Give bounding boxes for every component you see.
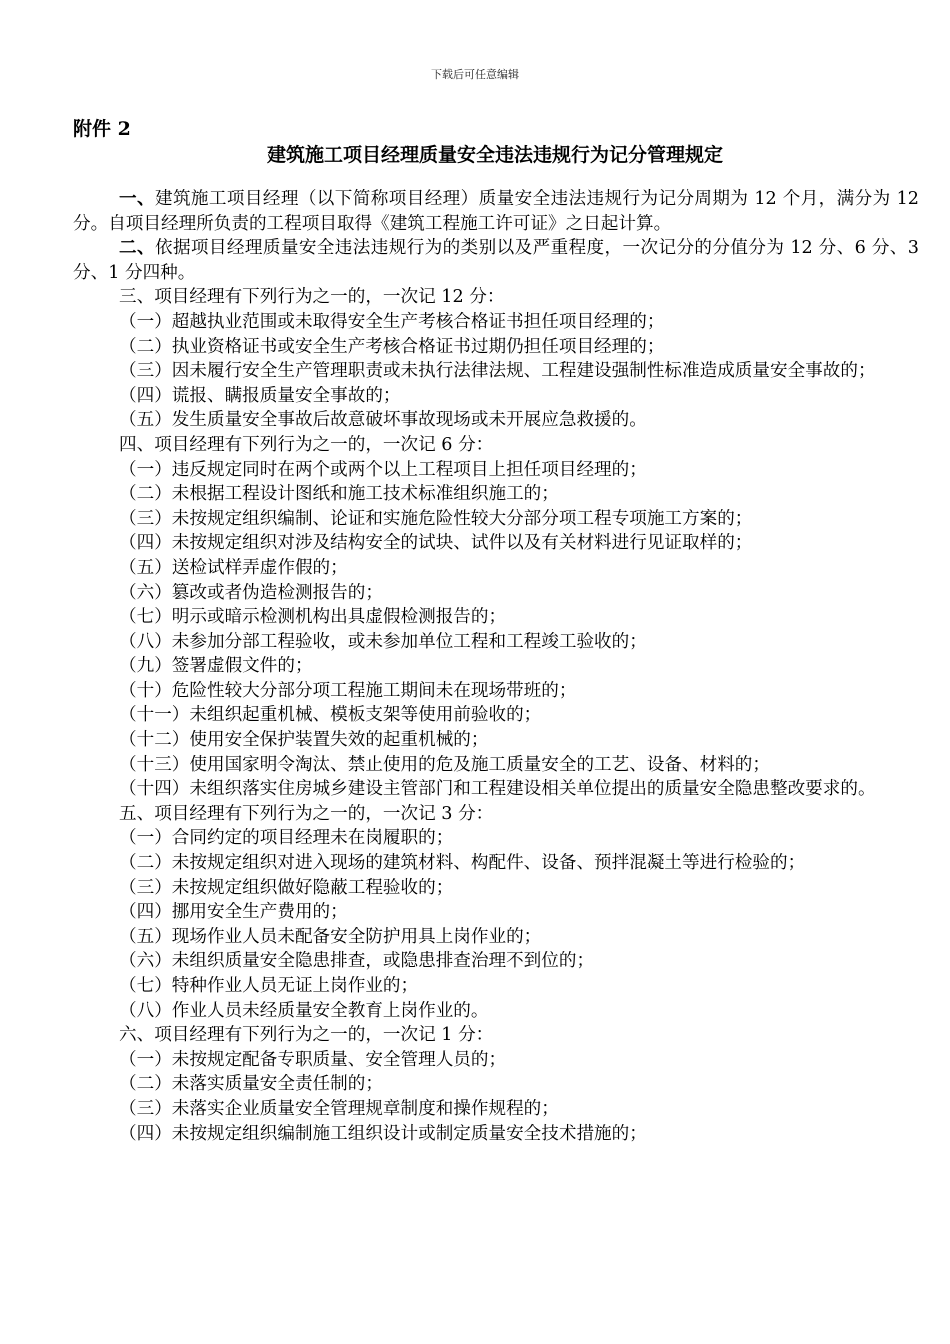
list-item: （二）未根据工程设计图纸和施工技术标准组织施工的； — [119, 484, 559, 505]
list-item: （十一）未组织起重机械、模板支架等使用前验收的； — [119, 705, 542, 726]
list-item: （九）签署虚假文件的； — [119, 656, 313, 677]
list-item: （五）发生质量安全事故后故意破坏事故现场或未开展应急救援的。 — [119, 410, 647, 431]
section-4 — [73, 433, 919, 802]
list-item: （一）超越执业范围或未取得安全生产考核合格证书担任项目经理的； — [119, 311, 665, 332]
list-item: （三）因未履行安全生产管理职责或未执行法律法规、工程建设强制性标准造成质量安全事故的； — [119, 361, 876, 382]
paragraph-2 — [73, 236, 919, 285]
list-item: （四）未按规定组织编制施工组织设计或制定质量安全技术措施的； — [119, 1123, 647, 1144]
paragraph-1-text: 建筑施工项目经理（以下简称项目经理）质量安全违法违规行为记分周期为 12 个月，满分为 12 分。自项目经理所负责的工程项目取得《建筑工程施工许可证》之日起计算。 — [73, 189, 919, 234]
list-item: （八）未参加分部工程验收，或未参加单位工程和工程竣工验收的； — [119, 631, 647, 652]
list-item: （三）未落实企业质量安全管理规章制度和操作规程的； — [119, 1098, 559, 1119]
list-item: （二）未按规定组织对进入现场的建筑材料、构配件、设备、预拌混凝土等进行检验的； — [119, 853, 806, 874]
list-item: （八）作业人员未经质量安全教育上岗作业的。 — [119, 1000, 489, 1021]
list-item: （六）篡改或者伪造检测报告的； — [119, 582, 383, 603]
list-item: （十四）未组织落实住房城乡建设主管部门和工程建设相关单位提出的质量安全隐患整改要求的。 — [119, 779, 876, 800]
header-note: 下载后可任意编辑 — [431, 68, 519, 81]
paragraph-2-lead: 二、 — [119, 237, 155, 259]
section-heading: 五、项目经理有下列行为之一的，一次记 3 分： — [119, 803, 494, 824]
list-item: （二）未落实质量安全责任制的； — [119, 1074, 383, 1095]
section-heading: 四、项目经理有下列行为之一的，一次记 6 分： — [119, 434, 494, 455]
list-item: （一）未按规定配备专职质量、安全管理人员的； — [119, 1049, 507, 1070]
list-item: （五）送检试样弄虚作假的； — [119, 557, 348, 578]
paragraph-1 — [73, 187, 919, 236]
list-item: （四）未按规定组织对涉及结构安全的试块、试件以及有关材料进行见证取样的； — [119, 533, 753, 554]
list-item: （七）特种作业人员无证上岗作业的； — [119, 976, 419, 996]
list-item: （三）未按规定组织做好隐蔽工程验收的； — [119, 877, 454, 898]
section-5 — [73, 802, 919, 1023]
list-item: （七）明示或暗示检测机构出具虚假检测报告的； — [119, 607, 507, 628]
paragraph-1-lead: 一、 — [119, 188, 155, 209]
section-6 — [73, 1023, 919, 1146]
list-item: （三）未按规定组织编制、论证和实施危险性较大分部分项工程专项施工方案的； — [119, 508, 753, 529]
list-item: （四）谎报、瞒报质量安全事故的； — [119, 385, 401, 406]
section-heading: 六、项目经理有下列行为之一的，一次记 1 分： — [119, 1025, 494, 1046]
list-item: （一）违反规定同时在两个或两个以上工程项目上担任项目经理的； — [119, 459, 647, 480]
list-item: （六）未组织质量安全隐患排查，或隐患排查治理不到位的； — [119, 951, 595, 972]
document-title: 建筑施工项目经理质量安全违法违规行为记分管理规定 — [266, 144, 723, 166]
list-item: （四）挪用安全生产费用的； — [119, 902, 348, 923]
paragraph-2-text: 依据项目经理质量安全违法违规行为的类别以及严重程度，一次记分的分值分为 12 分、6 分、3 分、1 分四种。 — [73, 238, 919, 283]
list-item: （二）执业资格证书或安全生产考核合格证书过期仍担任项目经理的； — [119, 336, 665, 357]
section-3 — [73, 285, 919, 433]
document-body — [73, 187, 919, 1146]
section-heading: 三、项目经理有下列行为之一的，一次记 12 分： — [119, 287, 505, 308]
list-item: （五）现场作业人员未配备安全防护用具上岗作业的； — [119, 926, 542, 947]
list-item: （十）危险性较大分部分项工程施工期间未在现场带班的； — [119, 680, 577, 701]
list-item: （十三）使用国家明令淘汰、禁止使用的危及施工质量安全的工艺、设备、材料的； — [119, 754, 770, 775]
list-item: （十二）使用安全保护装置失效的起重机械的； — [119, 730, 489, 751]
list-item: （一）合同约定的项目经理未在岗履职的； — [119, 828, 454, 849]
attachment-label: 附件 2 — [73, 118, 131, 140]
